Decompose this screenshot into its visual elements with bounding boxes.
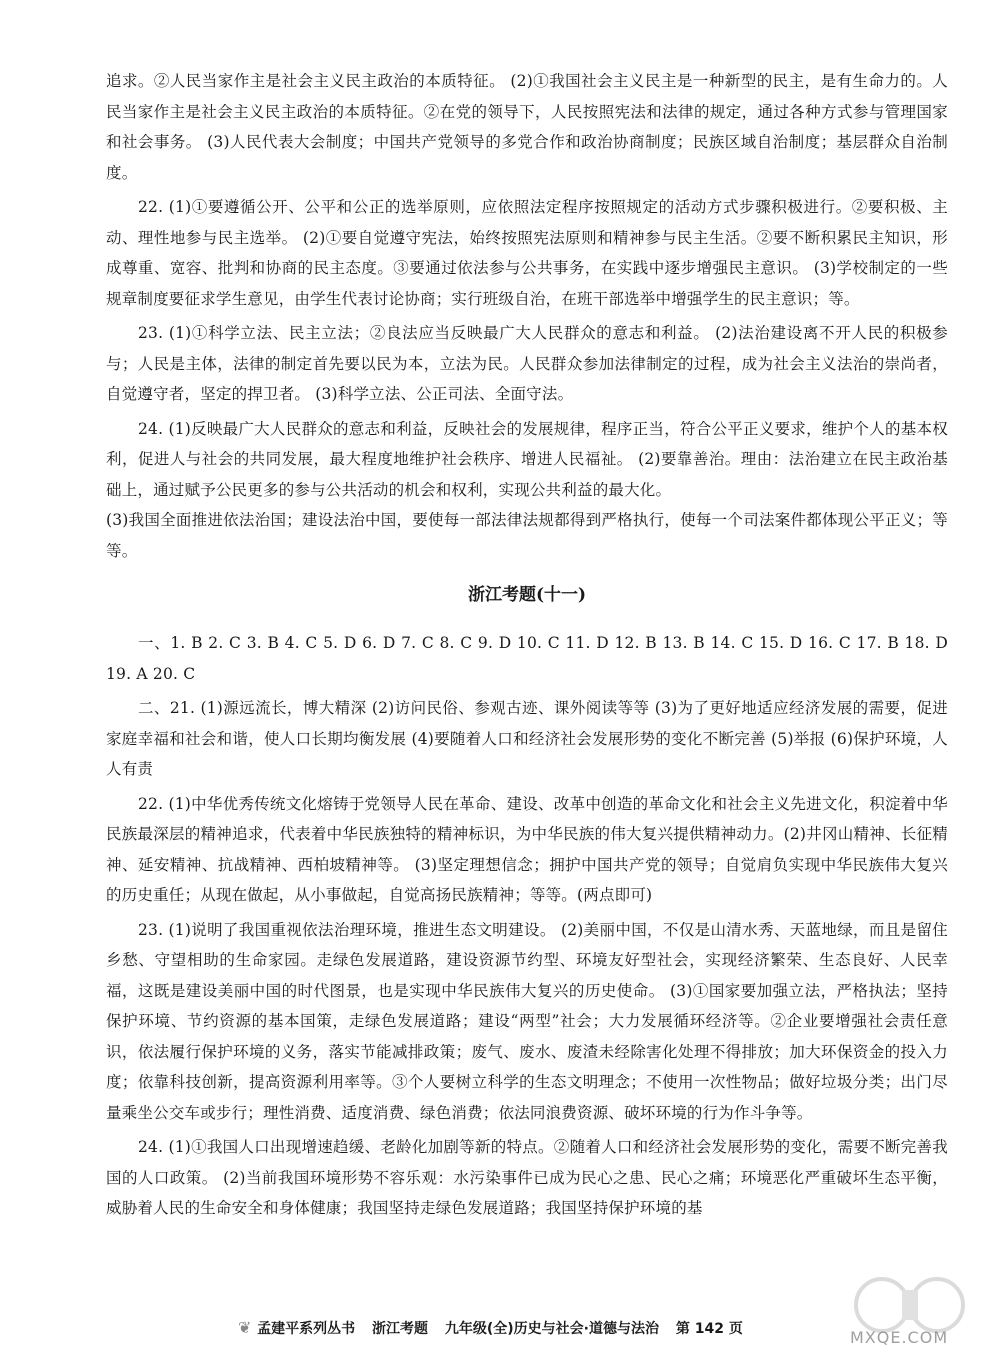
answer-paragraph-23: 23. (1)①科学立法、民主立法；②良法应当反映最广大人民群众的意志和利益。 (2)法治建设离不开人民的积极参与；人民是主体，法律的制定首先要以民为本，立法为民。人民群众参加法律制定的过程，成为社会主义法治的崇尚者，自觉遵守者，坚定的捍卫者。 (3)科学立法、公正司法、全面守法。 <box>106 324 948 403</box>
answer-paragraph-21-cont: 追求。②人民当家作主是社会主义民主政治的本质特征。 (2)①我国社会主义民主是一种新型的民主，是有生命力的。人民当家作主是社会主义民主政治的本质特征。②在党的领导下，人民按照宪法和法律的规定，通过各种方式参与管理国家和社会事务。 (3)人民代表大会制度；中国共产党领导的多党合作和政治协商制度；民族区域自治制度；基层群众自治制度。 <box>106 72 948 182</box>
section-title: 浙江考题(十一) <box>467 585 587 605</box>
answer-paragraph-21: 二、21. (1)源远流长，博大精深 (2)访问民俗、参观古迹、课外阅读等等 (3)为了更好地适应经济发展的需要，促进家庭幸福和社会和谐，使人口长期均衡发展 (4)要随着人口和经济社会发展形势的变化不断完善 (5)举报 (6)保护环境，人人有责 <box>106 699 948 778</box>
answer-paragraph-24-3: (3)我国全面推进依法治国；建设法治中国，要使每一部法律法规都得到严格执行，使每一个司法案件都体现公平正义；等等。 <box>106 511 948 560</box>
answer-paragraph-22b: 22. (1)中华优秀传统文化熔铸于党领导人民在革命、建设、改革中创造的革命文化和社会主义先进文化，积淀着中华民族最深层的精神追求，代表着中华民族独特的精神标识，为中华民族的伟大复兴提供精神动力。(2)井冈山精神、长征精神、延安精神、抗战精神、西柏坡精神等。 (3)坚定理想信念；拥护中国共产党的领导；自觉肩负实现中华民族伟大复兴的历史重任；从现在做起，从小事做起，自觉高扬民族精神；等等。(两点即可) <box>106 794 948 904</box>
answer-paragraph-22: 22. (1)①要遵循公开、公平和公正的选举原则，应依照法定程序按照规定的活动方式步骤积极进行。②要积极、主动、理性地参与民主选举。 (2)①要自觉遵守宪法，始终按照宪法原则和精神参与民主生活。②要不断积累民主知识，形成尊重、宽容、批判和协商的民主态度。③要通过依法参与公共事务，在实践中逐步增强民主意识。 (3)学校制定的一些规章制度要征求学生意见，由学生代表讨论协商；实行班级自治，在班干部选举中增强学生的民主意识；等。 <box>106 198 948 308</box>
answer-paragraph-24: 24. (1)反映最广大人民群众的意志和利益，反映社会的发展规律，程序正当，符合公平正义要求，维护个人的基本权利，促进人与社会的共同发展，最大程度地维护社会秩序、增进人民福祉。 (2)要靠善治。理由：法治建立在民主政治基础上，通过赋予公民更多的参与公共活动的机会和权利，实现公共利益的最大化。 <box>106 419 948 499</box>
footer-book: 浙江考题 <box>372 1321 428 1337</box>
answer-paragraph-23b: 23. (1)说明了我国重视依法治理环境，推进生态文明建设。 (2)美丽中国，不仅是山清水秀、天蓝地绿，而且是留住乡愁、守望相助的生命家园。走绿色发展道路，建设资源节约型、环境友好型社会，实现经济繁荣、生态良好、人民幸福，这既是建设美丽中国的时代图景，也是实现中华民族伟大复兴的历史使命。 (3)①国家要加强立法，严格执法；坚持保护环境、节约资源的基本国策，走绿色发展道路；建设“两型”社会；大力发展循环经济等。②企业要增强社会责任意识，依法履行保护环境的义务，落实节能减排政策；废气、废水、废渣未经除害化处理不得排放；加大环保资金的投入力度；依靠科技创新，提高资源利用率等。③个人要树立科学的生态文明理念；不使用一次性物品；做好垃圾分类；出门尽量乘坐公交车或步行；理性消费、适度消费、绿色消费；依法同浪费资源、破坏环境的行为作斗争等。 <box>106 920 948 1122</box>
footer-series: 孟建平系列丛书 <box>257 1321 356 1337</box>
answer-paragraph-24b: 24. (1)①我国人口出现增速趋缓、老龄化加剧等新的特点。②随着人口和经济社会发展形势的变化，需要不断完善我国的人口政策。 (2)当前我国环境形势不容乐观：水污染事件已成为民心之患、民心之痛；环境恶化严重破坏生态平衡，威胁着人民的生命安全和身体健康；我国坚持走绿色发展道路；我国坚持保护环境的基 <box>106 1138 948 1217</box>
footer-page-number: 第 142 页 <box>675 1321 743 1337</box>
multiple-choice-answers: 一、1. B 2. C 3. B 4. C 5. D 6. D 7. C 8. C 9. D 10. C 11. D 12. B 13. B 14. C 15. D 16. C 17. B 18. D 19. A 20. C <box>106 634 948 683</box>
footer-ornament-left-icon: ❦ <box>238 1318 252 1337</box>
page-content <box>106 66 948 1224</box>
watermark-text: MXQE.COM <box>850 1328 949 1347</box>
footer-grade: 九年级(全)历史与社会·道德与法治 <box>444 1321 659 1337</box>
